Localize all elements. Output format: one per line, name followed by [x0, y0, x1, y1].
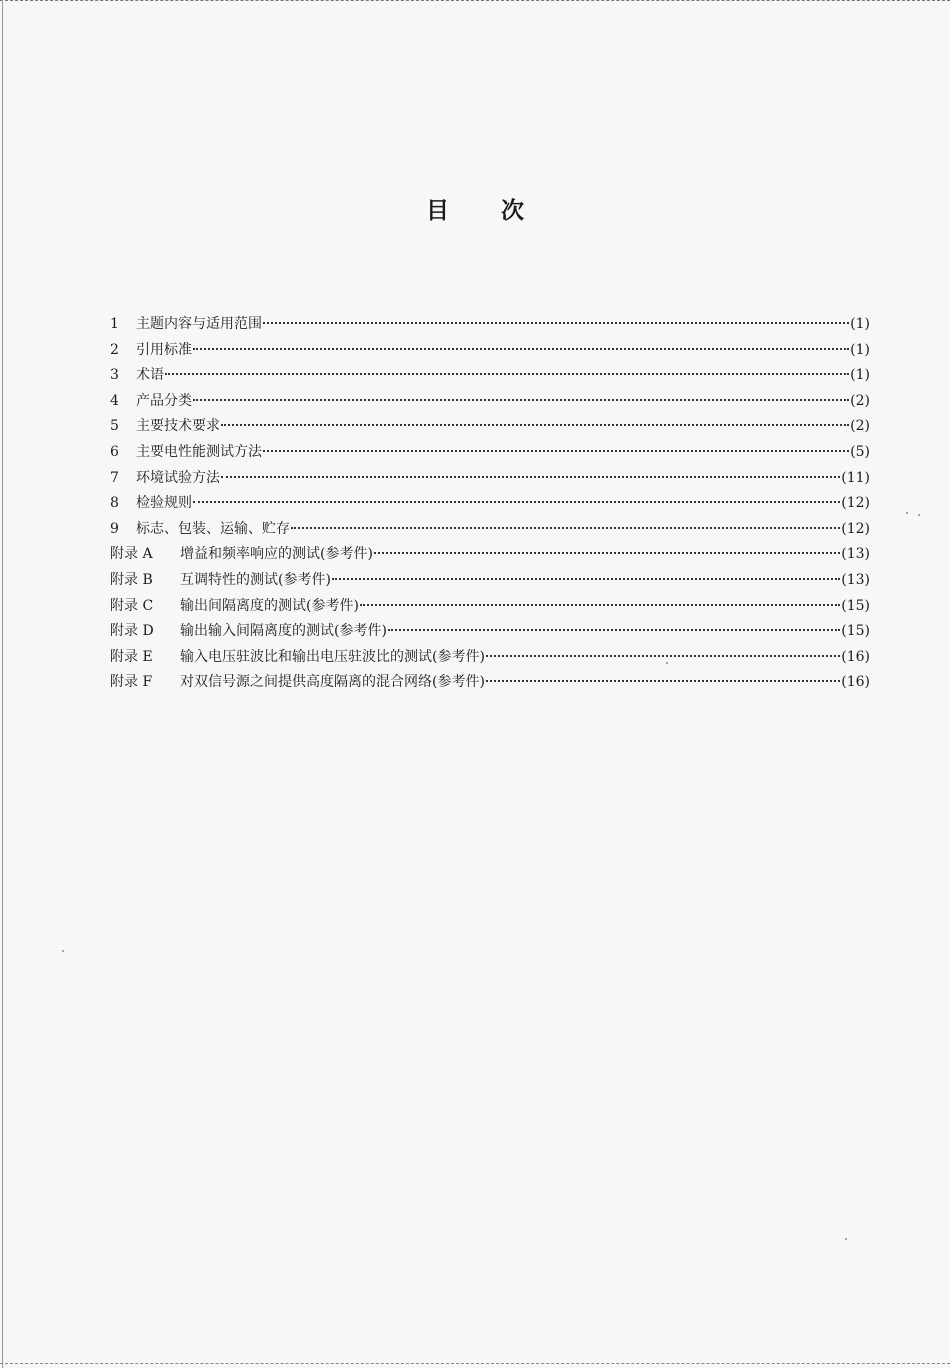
- toc-entry[interactable]: [110, 594, 870, 620]
- toc-entry-number: 附录 A: [110, 546, 153, 563]
- toc-entry-page: (16): [841, 648, 870, 665]
- toc-entry[interactable]: [110, 619, 870, 645]
- toc-entry-number: 5: [110, 418, 119, 435]
- toc-entry[interactable]: [110, 440, 870, 466]
- toc-entry-number: 8: [110, 495, 119, 512]
- toc-entry-page: (5): [850, 443, 870, 460]
- toc-entry-number: 4: [110, 392, 119, 409]
- toc-entry[interactable]: [110, 517, 870, 543]
- toc-leader-dots: [486, 655, 840, 657]
- toc-leader-dots: [360, 604, 840, 606]
- toc-entry-number: 3: [110, 367, 119, 384]
- toc-entry-number: 6: [110, 443, 119, 460]
- page-title: [0, 192, 950, 225]
- toc-entry-title: 主题内容与适用范围: [136, 316, 262, 332]
- scan-speck: [906, 512, 908, 514]
- toc-entry-number: 附录 F: [110, 674, 153, 691]
- toc-leader-dots: [263, 450, 849, 452]
- toc-entry-title: 对双信号源之间提供高度隔离的混合网络(参考件): [180, 674, 485, 691]
- toc-entry[interactable]: [110, 414, 870, 440]
- toc-leader-dots: [193, 399, 849, 401]
- toc-entry[interactable]: [110, 363, 870, 389]
- toc-entry-number: 9: [110, 520, 119, 537]
- toc-entry-page: (1): [850, 341, 870, 358]
- toc-leader-dots: [221, 476, 840, 478]
- toc-entry-number: 附录 D: [110, 623, 154, 640]
- toc-entry-title: 互调特性的测试(参考件): [180, 571, 331, 588]
- toc-entry-number: 7: [110, 469, 119, 486]
- scan-border-bottom: [0, 1362, 950, 1364]
- toc-leader-dots: [193, 348, 849, 350]
- toc-entry-title: 标志、包装、运输、贮存: [136, 520, 290, 537]
- toc-entry[interactable]: [110, 312, 870, 338]
- toc-entry-title: 产品分类: [136, 392, 192, 409]
- toc-entry-page: (1): [850, 316, 870, 332]
- toc-entry[interactable]: [110, 645, 870, 671]
- toc-entry-number: 附录 E: [110, 648, 153, 665]
- toc-entry-title: 术语: [136, 367, 164, 384]
- toc-entry-number: 2: [110, 341, 119, 358]
- toc-entry-title: 主要电性能测试方法: [136, 443, 262, 460]
- toc-entry-title: 增益和频率响应的测试(参考件): [180, 546, 373, 563]
- scan-speck: [62, 950, 64, 952]
- toc-entry-number: 附录 B: [110, 571, 153, 588]
- toc-leader-dots: [374, 552, 840, 554]
- toc-leader-dots: [388, 629, 840, 631]
- toc-entry[interactable]: [110, 568, 870, 594]
- toc-entry-page: (15): [841, 623, 870, 640]
- toc-entry-title: 输出输入间隔离度的测试(参考件): [180, 623, 387, 640]
- toc-entry-title: 引用标准: [136, 341, 192, 358]
- table-of-contents: [110, 312, 870, 696]
- toc-entry-page: (15): [841, 597, 870, 614]
- title-char-2: 次: [501, 197, 524, 224]
- toc-entry-page: (13): [841, 571, 870, 588]
- toc-entry[interactable]: [110, 670, 870, 696]
- toc-entry-page: (2): [850, 392, 870, 409]
- toc-entry[interactable]: [110, 389, 870, 415]
- scan-speck: [918, 514, 920, 516]
- toc-entry-title: 输出间隔离度的测试(参考件): [180, 597, 359, 614]
- toc-leader-dots: [193, 501, 840, 503]
- toc-entry-page: (13): [841, 546, 870, 563]
- toc-entry[interactable]: [110, 338, 870, 364]
- toc-entry-title: 检验规则: [136, 495, 192, 512]
- toc-leader-dots: [291, 527, 840, 529]
- toc-leader-dots: [221, 424, 849, 426]
- toc-entry-page: (1): [850, 367, 870, 384]
- toc-entry-title: 输入电压驻波比和输出电压驻波比的测试(参考件): [180, 648, 485, 665]
- toc-entry-page: (16): [841, 674, 870, 691]
- toc-entry-page: (12): [841, 520, 870, 537]
- toc-entry[interactable]: [110, 491, 870, 517]
- toc-entry-number: 1: [110, 316, 119, 332]
- toc-entry-page: (2): [850, 418, 870, 435]
- toc-entry[interactable]: [110, 466, 870, 492]
- toc-entry-title: 环境试验方法: [136, 469, 220, 486]
- toc-entry-page: (12): [841, 495, 870, 512]
- toc-entry-number: 附录 C: [110, 597, 154, 614]
- toc-leader-dots: [263, 322, 849, 324]
- scan-speck: [845, 1238, 847, 1240]
- toc-leader-dots: [486, 680, 840, 682]
- toc-entry-title: 主要技术要求: [136, 418, 220, 435]
- toc-leader-dots: [165, 373, 849, 375]
- toc-entry-page: (11): [841, 469, 870, 486]
- scan-speck: [666, 662, 668, 664]
- scan-border-top: [0, 0, 950, 3]
- toc-leader-dots: [332, 578, 840, 580]
- toc-entry[interactable]: [110, 542, 870, 568]
- title-char-1: 目: [426, 197, 449, 224]
